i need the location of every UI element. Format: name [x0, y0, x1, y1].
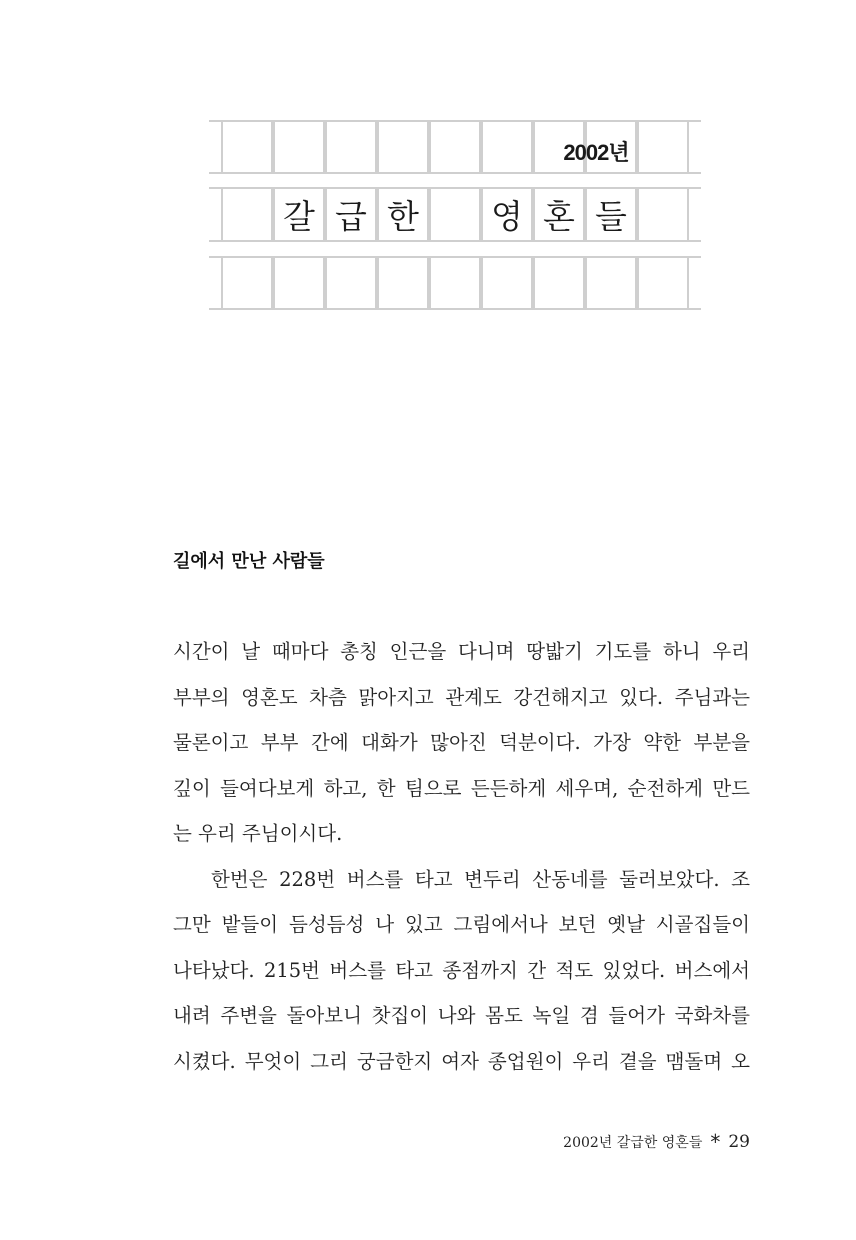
page-number: 29	[728, 1132, 750, 1152]
body-line: 나타났다. 215번 버스를 타고 종점까지 간 적도 있었다. 버스에서	[173, 958, 750, 982]
grid-cell	[585, 258, 637, 308]
running-title: 2002년 갈급한 영혼들	[563, 1135, 703, 1151]
title-char-cell	[429, 189, 481, 240]
body-text	[173, 629, 750, 1084]
grid-cell	[637, 258, 689, 308]
section-heading: 길에서 만난 사람들	[173, 551, 325, 572]
grid-cell	[221, 258, 273, 308]
title-char-cell	[273, 189, 325, 240]
body-line: 는 우리 주님이시다.	[173, 822, 343, 845]
title-char-cell	[533, 189, 585, 240]
body-line: 깊이 들여다보게 하고, 한 팀으로 든든하게 세우며, 순전하게 만드	[173, 776, 750, 800]
title-char: 들	[595, 197, 627, 236]
grid-cell	[481, 258, 533, 308]
title-char-cell	[377, 189, 429, 240]
asterisk-icon: *	[710, 1130, 721, 1154]
body-line: 내려 주변을 돌아보니 찻집이 나와 몸도 녹일 겸 들어가 국화차를	[173, 1004, 750, 1027]
grid-cell	[221, 122, 273, 172]
chapter-year: 2002년	[563, 140, 629, 165]
title-char-cell	[585, 189, 637, 240]
grid-cell	[377, 122, 429, 172]
title-char: 영	[491, 197, 523, 236]
grid-cell	[429, 122, 481, 172]
body-line: 시켰다. 무엇이 그리 궁금한지 여자 종업원이 우리 곁을 맴돌며 오	[173, 1049, 750, 1073]
title-char: 혼	[543, 197, 575, 236]
title-char: 급	[335, 197, 367, 236]
grid-cell	[325, 122, 377, 172]
title-grid-row-title	[209, 187, 701, 242]
title-grid-row-bottom	[209, 256, 701, 310]
grid-cell	[273, 122, 325, 172]
grid-cell	[429, 258, 481, 308]
body-line: 부부의 영혼도 차츰 맑아지고 관계도 강건해지고 있다. 주님과는	[173, 685, 750, 709]
grid-cell	[325, 258, 377, 308]
grid-cell	[637, 189, 689, 240]
title-char-cell	[481, 189, 533, 240]
body-line: 시간이 날 때마다 총칭 인근을 다니며 땅밟기 기도를 하니 우리	[173, 640, 750, 663]
page-footer	[563, 1132, 750, 1152]
grid-cell	[221, 189, 273, 240]
grid-cell	[273, 258, 325, 308]
title-char-cell	[325, 189, 377, 240]
title-char: 한	[387, 197, 419, 236]
title-grid-row-top	[209, 120, 701, 174]
grid-cell	[533, 258, 585, 308]
grid-cell	[377, 258, 429, 308]
body-line: 한번은 228번 버스를 타고 변두리 산동네를 둘러보았다. 조	[211, 867, 750, 891]
title-char: 갈	[283, 197, 315, 236]
body-line: 물론이고 부부 간에 대화가 많아진 덕분이다. 가장 약한 부분을	[173, 731, 750, 754]
body-line: 그만 밭들이 듬성듬성 나 있고 그림에서나 보던 옛날 시골집들이	[173, 913, 750, 936]
grid-cell	[481, 122, 533, 172]
